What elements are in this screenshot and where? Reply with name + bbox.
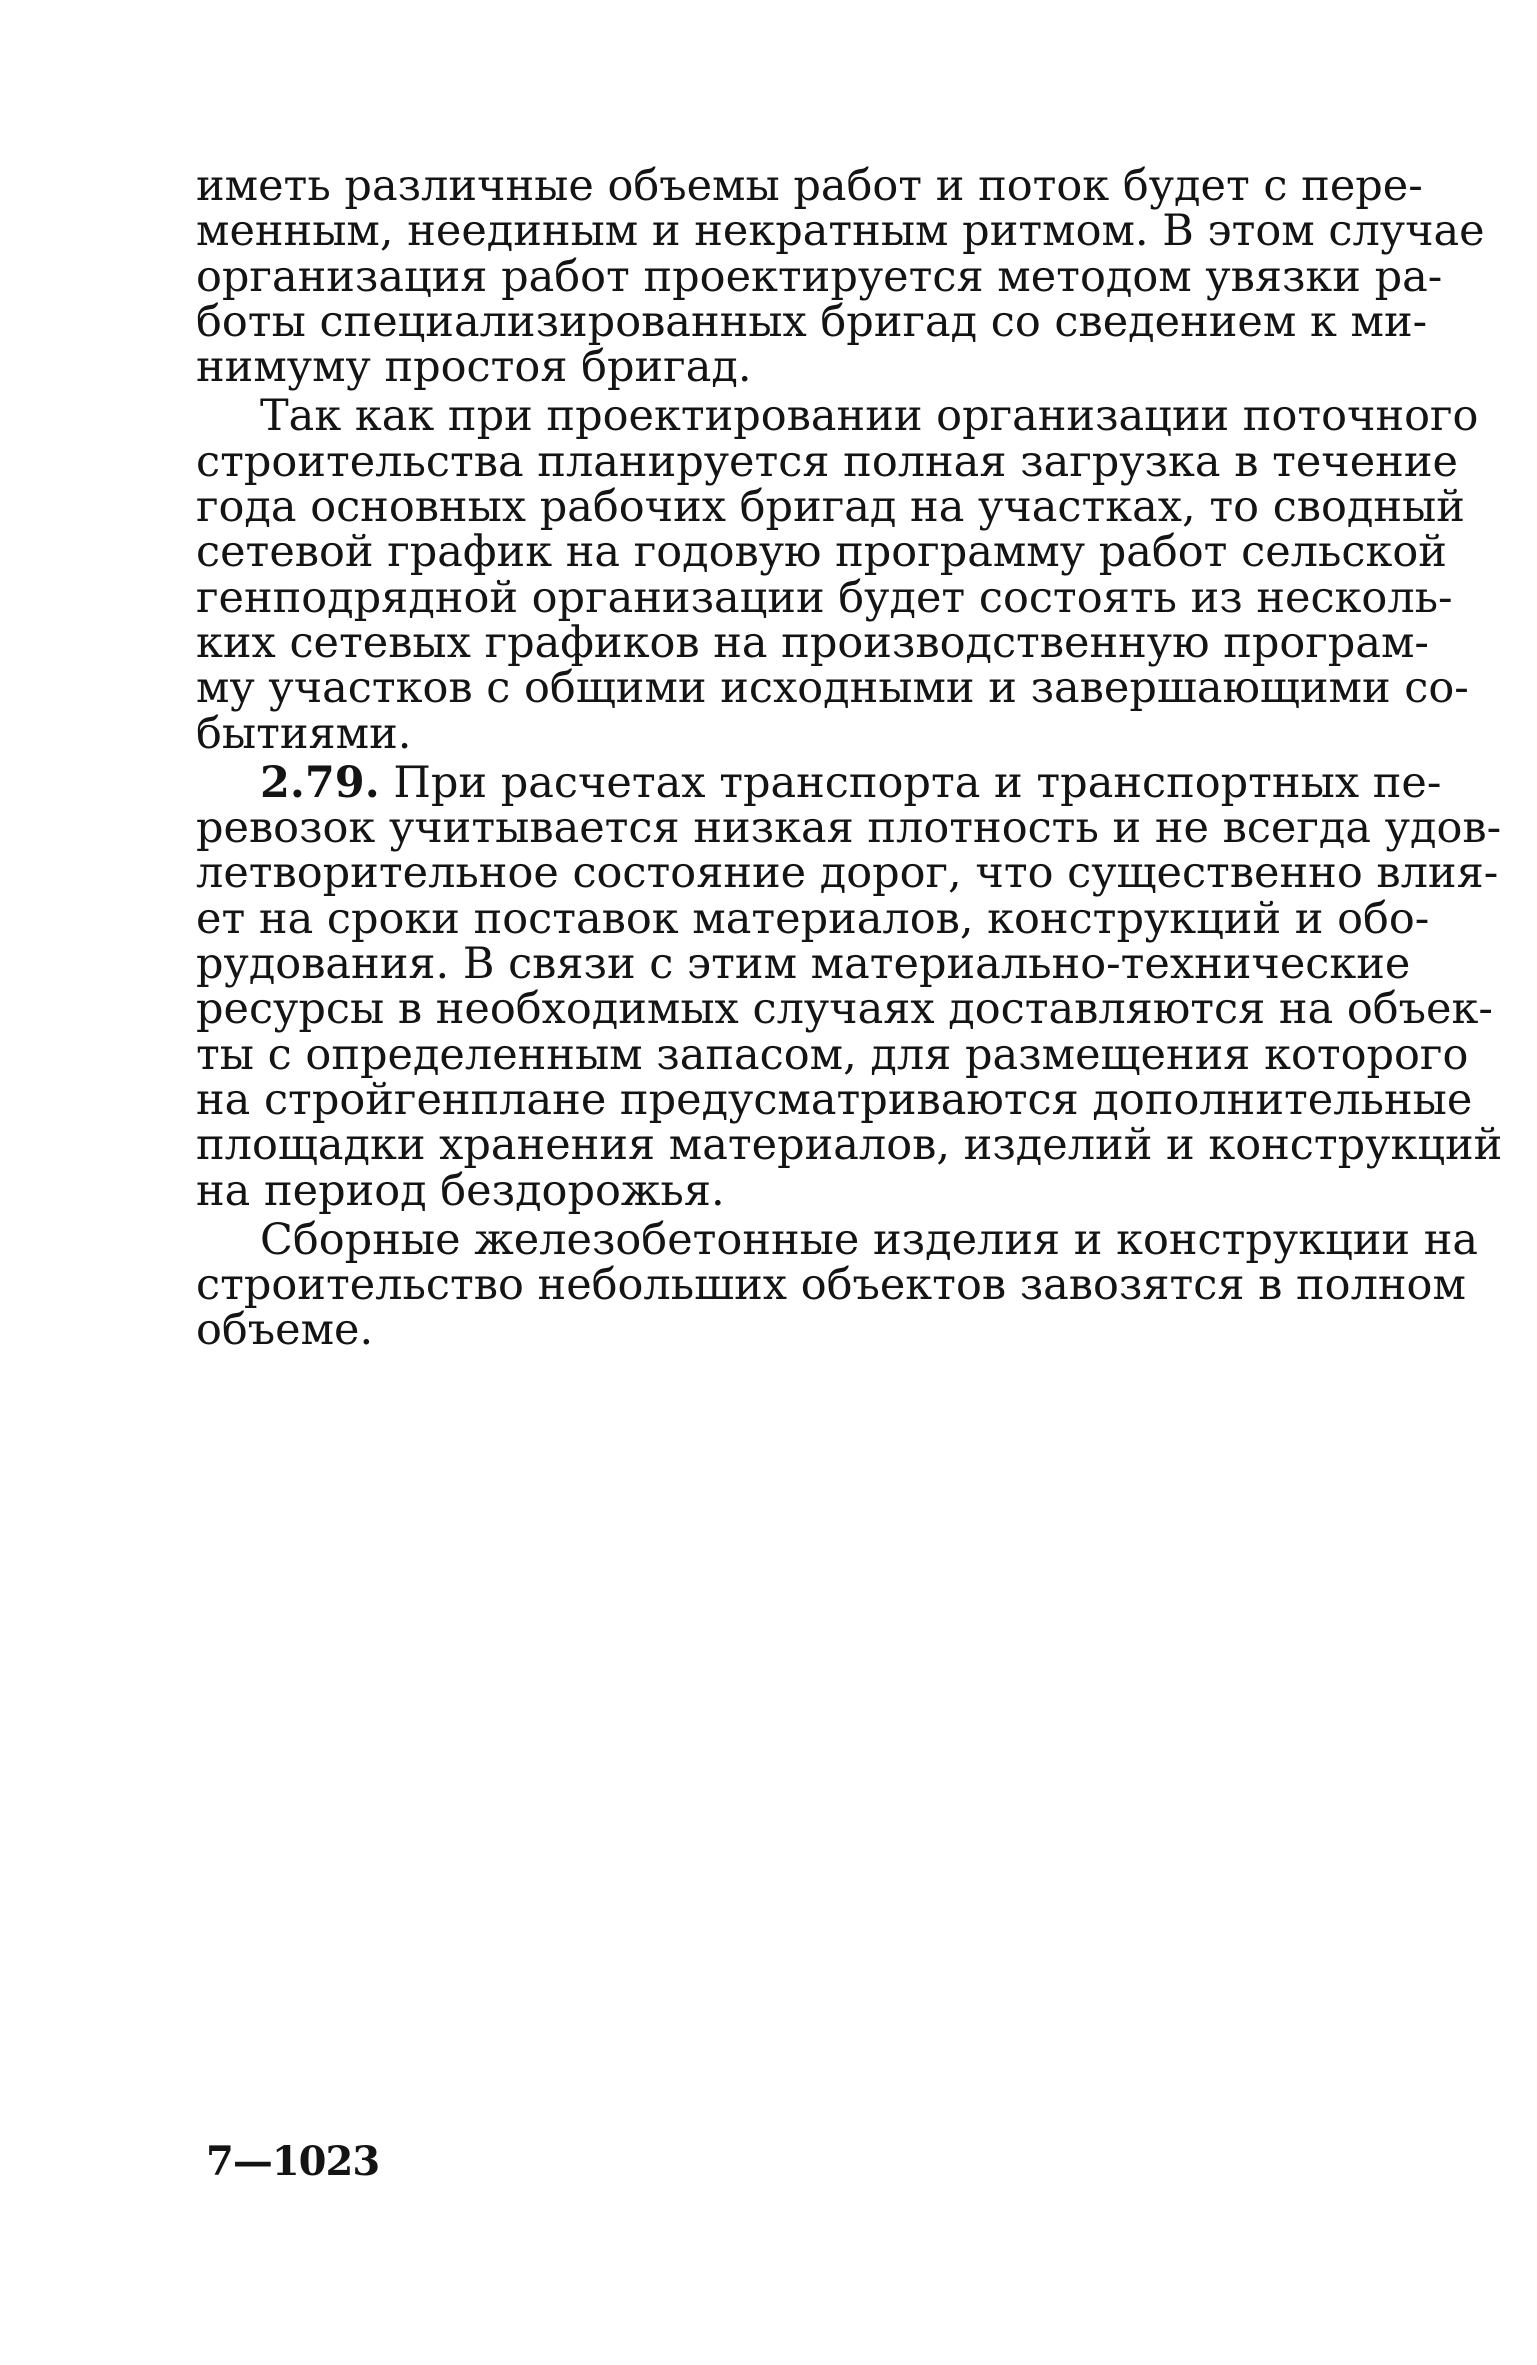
- text-line: Сборные железобетонные изделия и конструкции на: [260, 1214, 1479, 1265]
- text-line: боты специализированных бригад со сведением к ми-: [196, 296, 1428, 347]
- text-line: рудования. В связи с этим материально-технические: [196, 939, 1411, 990]
- text-line: нимуму простоя бригад.: [196, 342, 752, 393]
- paragraph: [196, 161, 1485, 393]
- text-line: ких сетевых графиков на производственную програм-: [196, 617, 1429, 668]
- text-line: ресурсы в необходимых случаях доставляются на объек-: [196, 984, 1493, 1035]
- text-line: строительства планируется полная загрузка в течение: [196, 436, 1458, 487]
- text-line: организация работ проектируется методом увязки ра-: [196, 251, 1443, 302]
- body-text: [196, 161, 1503, 1356]
- text-line: сетевой график на годовую программу работ сельской: [196, 527, 1447, 578]
- text-line: му участков с общими исходными и завершающими со-: [196, 663, 1469, 714]
- paragraph: [196, 1214, 1479, 1356]
- text-line: летворительное состояние дорог, что существенно влия-: [196, 848, 1499, 899]
- paragraph: [196, 391, 1479, 759]
- text-line: строительство небольших объектов завозятся в полном: [196, 1260, 1466, 1311]
- text-line: [196, 757, 1442, 808]
- section-number: 2.79.: [260, 757, 380, 808]
- text-line: иметь различные объемы работ и поток будет с пере-: [196, 161, 1423, 211]
- text-line: генподрядной организации будет состоять из несколь-: [196, 572, 1453, 623]
- text-line: ет на сроки поставок материалов, конструкций и обо-: [196, 893, 1430, 944]
- text-line: менным, неединым и некратным ритмом. В этом случае: [196, 206, 1485, 257]
- text-line: бытиями.: [196, 708, 412, 759]
- text-line: на стройгенплане предусматриваются дополнительные: [196, 1074, 1473, 1125]
- text-line: ты с определенным запасом, для размещения которого: [196, 1029, 1469, 1080]
- text-line: года основных рабочих бригад на участках, то сводный: [196, 482, 1465, 533]
- text-line-rest: При расчетах транспорта и транспортных пе-: [379, 757, 1442, 808]
- printer-signature-mark: 7—1023: [206, 2138, 380, 2185]
- text-line: ревозок учитывается низкая плотность и не всегда удов-: [196, 803, 1502, 854]
- text-line: на период бездорожья.: [196, 1165, 725, 1216]
- text-line: Так как при проектировании организации поточного: [260, 391, 1479, 442]
- paragraph-section-2-79: [196, 757, 1503, 1216]
- text-line: площадки хранения материалов, изделий и конструкций: [196, 1120, 1503, 1171]
- text-line: объеме.: [196, 1305, 374, 1356]
